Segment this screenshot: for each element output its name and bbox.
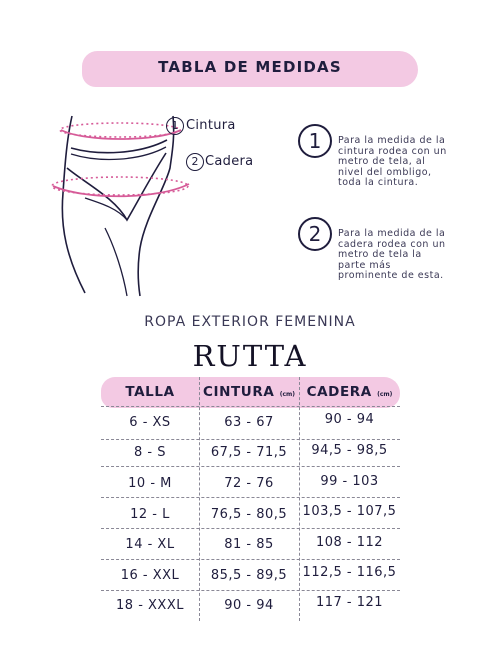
hip-cell: 112,5 - 116,5 [302, 565, 397, 580]
legend-number-2: 2 [186, 153, 204, 171]
row-divider [101, 528, 400, 529]
header-hip-unit: (cm) [377, 391, 393, 398]
header-hip [299, 384, 400, 400]
size-cell: 10 - M [128, 476, 172, 491]
row-divider [101, 497, 400, 498]
row-divider [101, 439, 400, 440]
size-cell: 18 - XXXL [116, 598, 184, 613]
header-size-label: TALLA [125, 384, 175, 400]
page-title: TABLA DE MEDIDAS [158, 58, 342, 76]
waist-instruction: Para la medida de la cintura rodea con un metro de tela, al nivel del ombligo, toda la cintura. [338, 135, 447, 188]
column-divider [199, 377, 200, 621]
brand-logo: RUTTA [192, 339, 308, 373]
header-waist-label: CINTURA [202, 384, 275, 400]
legend-label-waist: Cintura [186, 118, 236, 133]
waist-cell: 85,5 - 89,5 [210, 568, 288, 583]
hip-cell: 117 - 121 [315, 595, 384, 610]
hip-cell: 90 - 94 [324, 412, 375, 427]
header-size [101, 384, 199, 400]
size-cell: 8 - S [134, 445, 166, 460]
hip-cell: 99 - 103 [320, 474, 379, 489]
row-divider [101, 466, 400, 467]
waist-cell: 63 - 67 [224, 415, 274, 430]
waist-cell: 90 - 94 [224, 598, 274, 613]
waist-cell: 72 - 76 [224, 476, 274, 491]
header-waist [199, 384, 299, 400]
size-cell: 14 - XL [125, 537, 175, 552]
size-cell: 12 - L [130, 507, 170, 522]
waist-cell: 67,5 - 71,5 [210, 445, 288, 460]
size-cell: 16 - XXL [120, 568, 180, 583]
category-subtitle: ROPA EXTERIOR FEMENINA [144, 314, 356, 330]
note-number-1: 1 [298, 124, 332, 158]
header-waist-unit: (cm) [279, 391, 296, 398]
header-hip-label: CADERA [306, 384, 372, 400]
hip-cell: 94,5 - 98,5 [311, 443, 388, 458]
legend-number-1: 1 [166, 117, 184, 135]
row-divider [101, 406, 400, 407]
row-divider [101, 559, 400, 560]
legend-label-hip: Cadera [205, 154, 254, 169]
waist-cell: 81 - 85 [224, 537, 274, 552]
note-number-2: 2 [298, 217, 332, 251]
size-cell: 6 - XS [129, 415, 171, 430]
hip-instruction: Para la medida de la cadera rodea con un metro de tela la parte más prominente de esta. [338, 228, 446, 281]
hip-cell: 108 - 112 [315, 535, 384, 550]
hip-cell: 103,5 - 107,5 [302, 504, 397, 519]
row-divider [101, 590, 400, 591]
body-measurement-illustration-icon [45, 108, 205, 303]
waist-cell: 76,5 - 80,5 [210, 507, 288, 522]
